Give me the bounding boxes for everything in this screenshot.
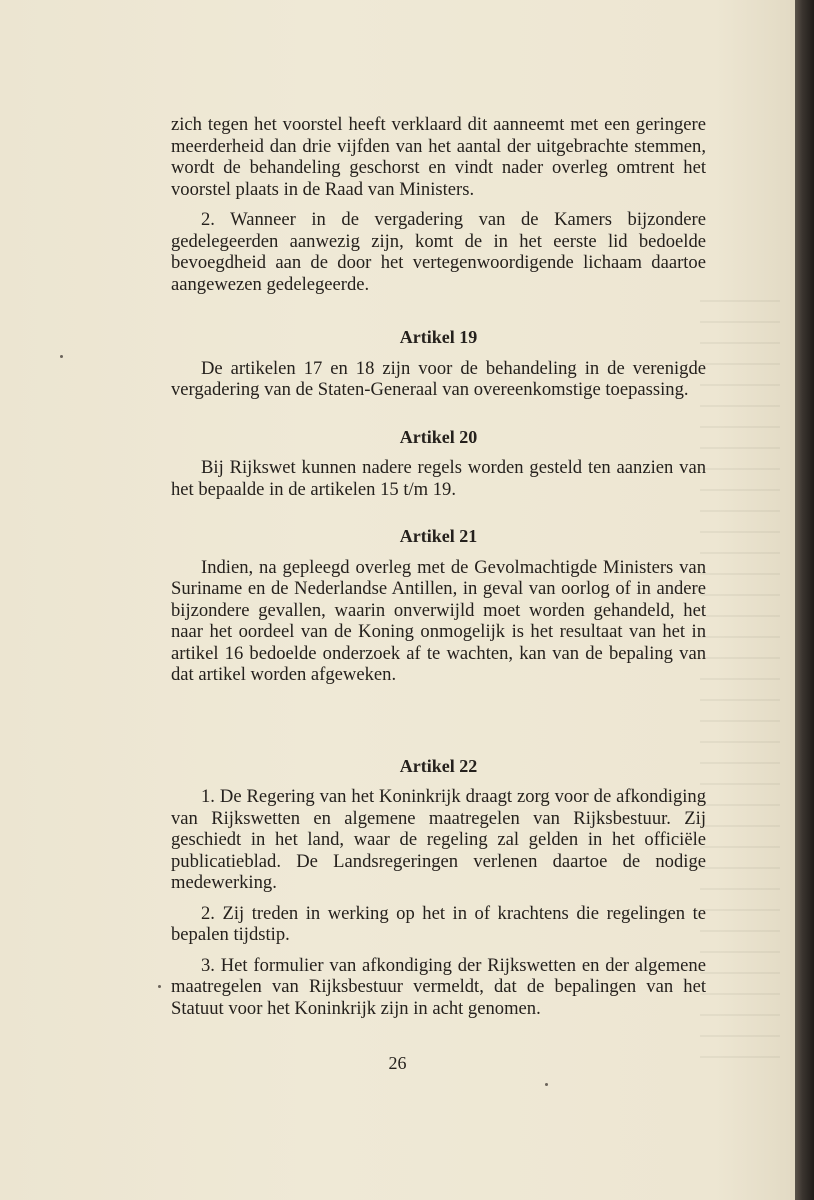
paragraph-artikel-20: Bij Rijkswet kunnen nadere regels worden gesteld ten aanzien van het bepaalde in de artikelen 15 t/m 19. (171, 457, 706, 500)
book-spine-edge (795, 0, 814, 1200)
paragraph-artikel-19: De artikelen 17 en 18 zijn voor de behandeling in de verenigde vergadering van de Staten-Generaal van overeenkomstige toepassing. (171, 357, 706, 400)
page-body (171, 114, 706, 1019)
heading-artikel-19: Artikel 19 (399, 327, 478, 347)
speck-mark (158, 985, 161, 988)
paragraph-artikel-22-lid1: 1. De Regering van het Koninkrijk draagt zorg voor de afkondiging van Rijkswetten en algemene maatregelen van Rijksbestuur. Zij geschiedt in het land, waar de regeling zal gelden in het officiële publicatieblad. De Landsregeringen verlenen daartoe de nodige medewerking. (171, 786, 706, 893)
page-number: 26 (388, 1053, 407, 1073)
paragraph-artikel-22-lid3: 3. Het formulier van afkondiging der Rijkswetten en der algemene maatregelen van Rijksbestuur vermeldt, dat de bepalingen van het Statuut voor het Koninkrijk zijn in acht genomen. (171, 954, 706, 1019)
paragraph-artikel-22-lid2: 2. Zij treden in werking op het in of krachtens die regelingen te bepalen tijdstip. (171, 902, 706, 945)
show-through-text (700, 300, 780, 1060)
heading-artikel-20: Artikel 20 (399, 426, 478, 447)
paragraph-article18-lid2: 2. Wanneer in de vergadering van de Kamers bijzondere gedelegeerden aanwezig zijn, komt de in het eerste lid bedoelde bevoegdheid aan de door het vertegenwoordigende lichaam daartoe aangewezen gedelegeerde. (171, 209, 706, 295)
paragraph-continuation: zich tegen het voorstel heeft verklaard dit aanneemt met een geringere meerderheid dan drie vijfden van het aantal der uitgebrachte stemmen, wordt de behandeling geschorst en vindt nader overleg omtrent het voorstel plaats in de Raad van Ministers. (171, 114, 706, 200)
speck-mark (60, 355, 63, 358)
heading-artikel-21: Artikel 21 (399, 526, 478, 546)
paragraph-artikel-21: Indien, na gepleegd overleg met de Gevolmachtigde Ministers van Suriname en de Nederlandse Antillen, in geval van oorlog of in andere bijzondere gevallen, waarin onverwijld moet worden gehandeld, het naar het oordeel van de Koning onmogelijk is het resultaat van het in artikel 16 bedoelde onderzoek af te wachten, kan van de bepaling van dat artikel worden afgeweken. (171, 556, 706, 685)
speck-mark (545, 1083, 548, 1086)
heading-artikel-22: Artikel 22 (399, 755, 478, 776)
